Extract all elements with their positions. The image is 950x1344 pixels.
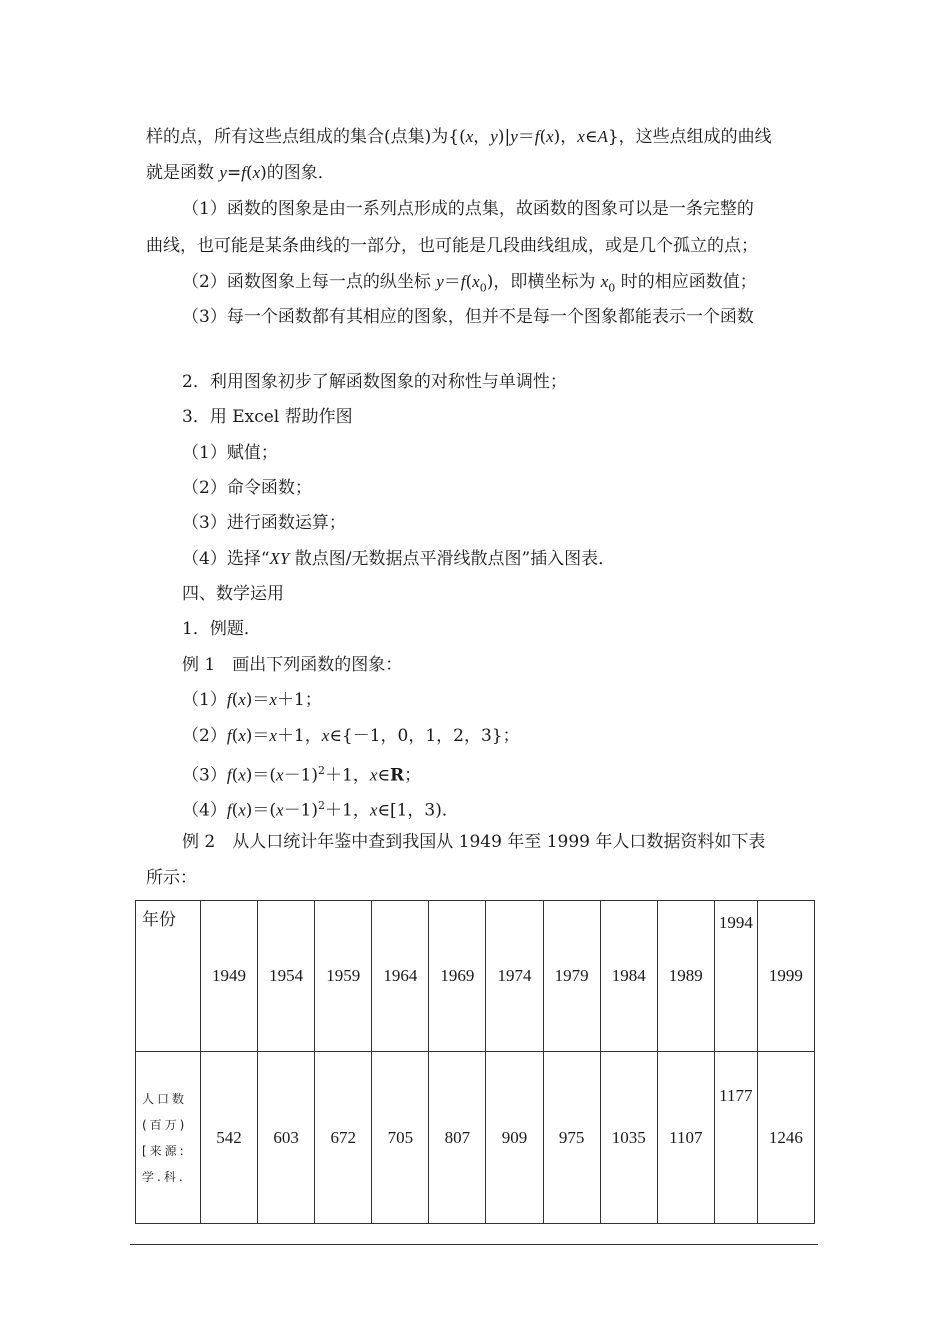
text-line-19: $(4)f(x)=(x-1)^2+1$，x∈[1，3)． — [182, 799, 459, 821]
population-cell: 705 — [372, 1052, 429, 1224]
footer-rule — [130, 1244, 818, 1245]
year-cell: 1999 — [757, 901, 814, 1052]
table-row-population — [136, 1052, 815, 1224]
text-line-8: 3．用 Excel 帮助作图 — [182, 407, 353, 427]
year-header: 年份 — [136, 901, 201, 1052]
population-table — [135, 900, 815, 1224]
text-line-1 — [146, 126, 772, 148]
population-header: 人口数(百万)[来源:学.科. — [136, 1052, 201, 1224]
text-line-15: 例 1 画出下列函数的图象： — [182, 655, 403, 675]
text-line-12: （4）选择“XY 散点图/无数据点平滑线散点图”插入图表． — [182, 549, 616, 569]
text-line-11: （3）进行函数运算； — [182, 513, 346, 533]
population-cell: 603 — [258, 1052, 315, 1224]
year-cell: 1979 — [543, 901, 600, 1052]
year-cell: 1959 — [315, 901, 372, 1052]
year-cell: 1949 — [201, 901, 258, 1052]
text-line-4: 曲线，也可能是某条曲线的一部分，也可能是几段曲线组成，或是几个孤立的点； — [146, 236, 758, 256]
text-line-20: 例 2 从人口统计年鉴中查到我国从 1949 年至 1999 年人口数据资料如下表 — [182, 832, 766, 852]
population-cell: 909 — [486, 1052, 543, 1224]
year-cell: 1969 — [429, 901, 486, 1052]
text-line-17: （2）f(x)＝x＋1，x∈{－1，0，1，2，3}； — [182, 726, 520, 746]
text-line-9: （1）赋值； — [182, 443, 278, 463]
year-cell: 1954 — [258, 901, 315, 1052]
text-line-5: （2）函数图象上每一点的纵坐标 $y=f(x_0)$，即横坐标为 $x_0$ 时的相应函数值； — [182, 272, 757, 295]
table-row-years — [136, 901, 815, 1052]
population-cell: 975 — [543, 1052, 600, 1224]
line-1-content: 样的点，所有这些点组成的集合(点集)为{(x，y)|y＝f(x)，x∈A}，这些点组成的曲线 — [146, 127, 772, 147]
text-line-7: 2．利用图象初步了解函数图象的对称性与单调性； — [182, 372, 567, 392]
text-line-3: （1）函数的图象是由一系列点形成的点集，故函数的图象可以是一条完整的 — [182, 199, 754, 219]
population-cell: 672 — [315, 1052, 372, 1224]
text-line-13: 四、数学运用 — [182, 584, 284, 604]
year-cell: 1964 — [372, 901, 429, 1052]
population-cell: 1246 — [757, 1052, 814, 1224]
year-cell: 1989 — [657, 901, 714, 1052]
text-line-21: 所示： — [146, 868, 197, 888]
text-line-10: （2）命令函数； — [182, 478, 312, 498]
population-cell: 542 — [201, 1052, 258, 1224]
population-cell: 807 — [429, 1052, 486, 1224]
text-line-18: $(3)f(x)=(x-1)^2+1$，x∈R； — [182, 764, 422, 786]
text-line-2: 就是函数 y=f(x)的图象． — [146, 163, 335, 183]
population-cell: 1177 — [714, 1052, 757, 1224]
year-cell: 1994 — [714, 901, 757, 1052]
population-cell: 1107 — [657, 1052, 714, 1224]
text-line-6: （3）每一个函数都有其相应的图象，但并不是每一个图象都能表示一个函数 — [182, 307, 754, 327]
text-line-16: （1）f(x)＝x＋1； — [182, 690, 322, 710]
text-line-14: 1．例题． — [182, 619, 261, 639]
population-cell: 1035 — [600, 1052, 657, 1224]
year-cell: 1984 — [600, 901, 657, 1052]
year-cell: 1974 — [486, 901, 543, 1052]
